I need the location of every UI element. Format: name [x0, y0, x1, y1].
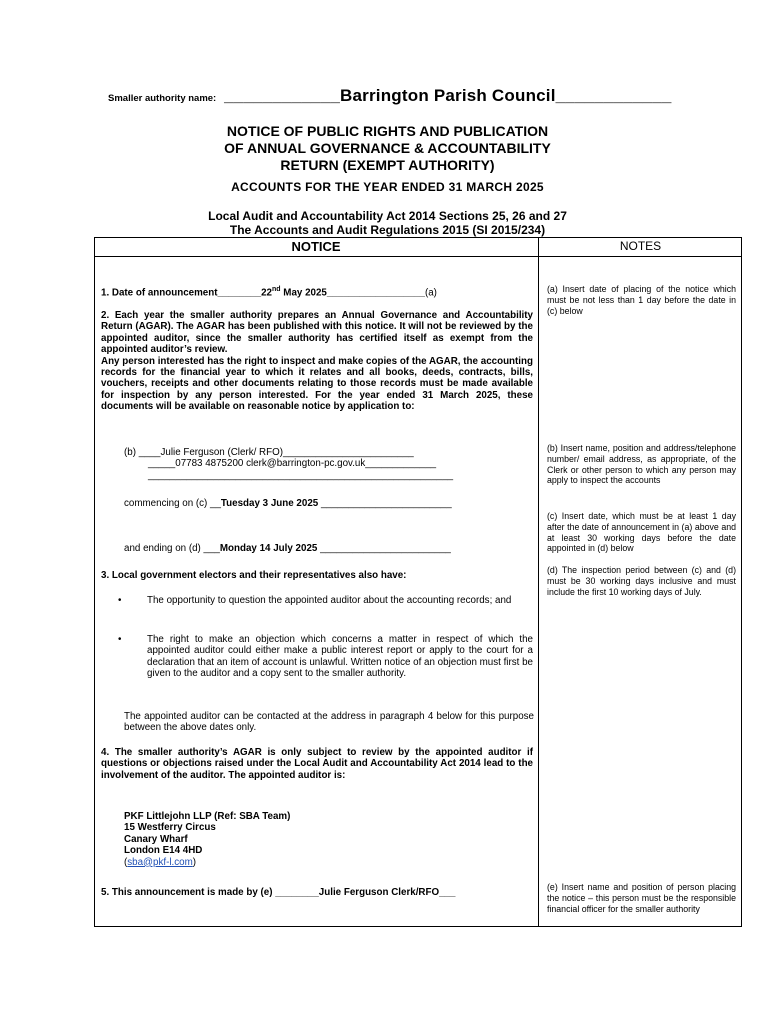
- accounts-year-heading: ACCOUNTS FOR THE YEAR ENDED 31 MARCH 2025: [231, 180, 544, 194]
- contact-line-2-fill: _____________: [365, 458, 437, 470]
- section-3-heading: 3. Local government electors and their representatives also have:: [101, 570, 407, 581]
- authority-post-line: ____________: [555, 86, 672, 105]
- contact-line-3: ________________________________________________________: [148, 469, 454, 481]
- commencing-fill: ________________________: [318, 498, 452, 509]
- section-1-prefix: 1. Date of announcement________: [101, 287, 262, 299]
- authority-name: Barrington Parish Council: [340, 86, 556, 105]
- legislation-heading: [120, 209, 655, 237]
- section-1-day: 22: [261, 287, 272, 299]
- section-5-text: 5. This announcement is made by (e) ________Julie Ferguson Clerk/RFO___: [101, 887, 456, 898]
- note-d: (d) The inspection period between (c) and (d) must be 30 working days inclusive and must include the first 10 working days of July.: [547, 565, 736, 597]
- authority-name-line: [108, 86, 708, 106]
- contact-details: [124, 447, 534, 481]
- section-1-rest: May 2025__________________: [280, 287, 425, 299]
- title-line-2: OF ANNUAL GOVERNANCE & ACCOUNTABILITY: [224, 140, 551, 156]
- auditor-email-link[interactable]: sba@pkf-l.com: [127, 856, 193, 868]
- legislation-line-2: The Accounts and Audit Regulations 2015 (SI 2015/234): [229, 223, 546, 237]
- address-line-2: 15 Westferry Circus: [124, 822, 216, 834]
- note-b: (b) Insert name, position and address/telephone number/ email address, as appropriate, of the Clerk or other person to which any person may apply to inspect the accounts: [547, 443, 736, 486]
- list-item: [118, 634, 533, 700]
- contact-line-1-fill: ________________________: [282, 447, 414, 458]
- address-line-1: PKF Littlejohn LLP (Ref: SBA Team): [124, 811, 291, 822]
- contact-line-2: _____07783 4875200 clerk@barrington-pc.gov.uk: [148, 458, 366, 470]
- column-divider: [538, 237, 539, 927]
- auditor-email-line: [124, 857, 424, 868]
- ending-fill: ________________________: [317, 543, 451, 554]
- note-a: (a) Insert date of placing of the notice which must be not less than 1 day before the date in (c) below: [547, 284, 736, 316]
- section-2-para-2: Any person interested has the right to inspect and make copies of the AGAR, the accounting records for the financial year to which it relates and all books, deeds, contracts, bills, vouchers, receipts and other documents relating to those records must be made available for inspection by any person interested. For the year ended 31 March 2025, these documents will be available on reasonable notice by application to:: [101, 355, 533, 413]
- title-line-3: RETURN (EXEMPT AUTHORITY): [280, 157, 495, 173]
- title-line-1: NOTICE OF PUBLIC RIGHTS AND PUBLICATION: [226, 123, 549, 139]
- list-item: [118, 595, 533, 621]
- note-c: (c) Insert date, which must be at least 1 day after the date of announcement in (a) above and at least 30 working days before the date appointed in (d) below: [547, 511, 736, 554]
- authority-label: Smaller authority name:: [108, 93, 217, 104]
- authority-pre-line: ____________: [224, 86, 341, 105]
- section-2-text: [101, 310, 533, 413]
- commencing-date-line: [124, 498, 534, 509]
- bullet-text: The opportunity to question the appointed auditor about the accounting records; and: [147, 595, 512, 606]
- page-title: [150, 123, 625, 174]
- section-1-suffix: nd: [272, 286, 281, 293]
- email-open: (: [124, 856, 128, 868]
- section-2-para-1: 2. Each year the smaller authority prepares an Annual Governance and Accountability Return (AGAR). The AGAR has been published with this notice. It will not be reviewed by the appointed auditor, since the smaller authority has certified itself as exempt from the appointed auditor’s review.: [101, 310, 533, 356]
- ending-label: and ending on (d) ___: [124, 543, 220, 554]
- auditor-contact-note: The appointed auditor can be contacted at the address in paragraph 4 below for this purpose between the above dates only.: [124, 711, 534, 734]
- bullet-icon: •: [118, 595, 122, 606]
- email-close: ): [192, 856, 197, 868]
- header-divider: [94, 256, 742, 257]
- bullet-text: The right to make an objection which concerns a matter in respect of which the appointed auditor could either make a public interest report or apply to the court for a declaration that an item of account is unlawful. Written notice of an objection must first be given to the auditor and a copy sent to the smaller authority.: [147, 634, 533, 680]
- commencing-date: Tuesday 3 June 2025: [220, 498, 319, 509]
- legislation-line-1: Local Audit and Accountability Act 2014 Sections 25, 26 and 27: [208, 209, 567, 223]
- address-line-3: Canary Wharf: [124, 833, 188, 845]
- ending-date: Monday 14 July 2025: [219, 543, 318, 554]
- address-line-4: London E14 4HD: [124, 845, 203, 857]
- section-1-ref: (a): [424, 287, 437, 299]
- contact-line-1: (b) ____Julie Ferguson (Clerk/ RFO): [124, 447, 283, 458]
- ending-date-line: [124, 543, 534, 554]
- bullet-icon: •: [118, 634, 122, 645]
- notes-column-header: NOTES: [619, 239, 662, 253]
- note-e: (e) Insert name and position of person placing the notice – this person must be the responsible financial officer for the smaller authority: [547, 882, 736, 914]
- auditor-address: [124, 811, 424, 868]
- section-4-text: 4. The smaller authority’s AGAR is only subject to review by the appointed auditor if questions or objections raised under the Local Audit and Accountability Act 2014 lead to the involvement of the auditor. The appointed auditor is:: [101, 747, 533, 781]
- commencing-label: commencing on (c) __: [124, 498, 221, 509]
- notice-column-header: NOTICE: [291, 239, 341, 254]
- section-1-announcement-date: [101, 284, 533, 299]
